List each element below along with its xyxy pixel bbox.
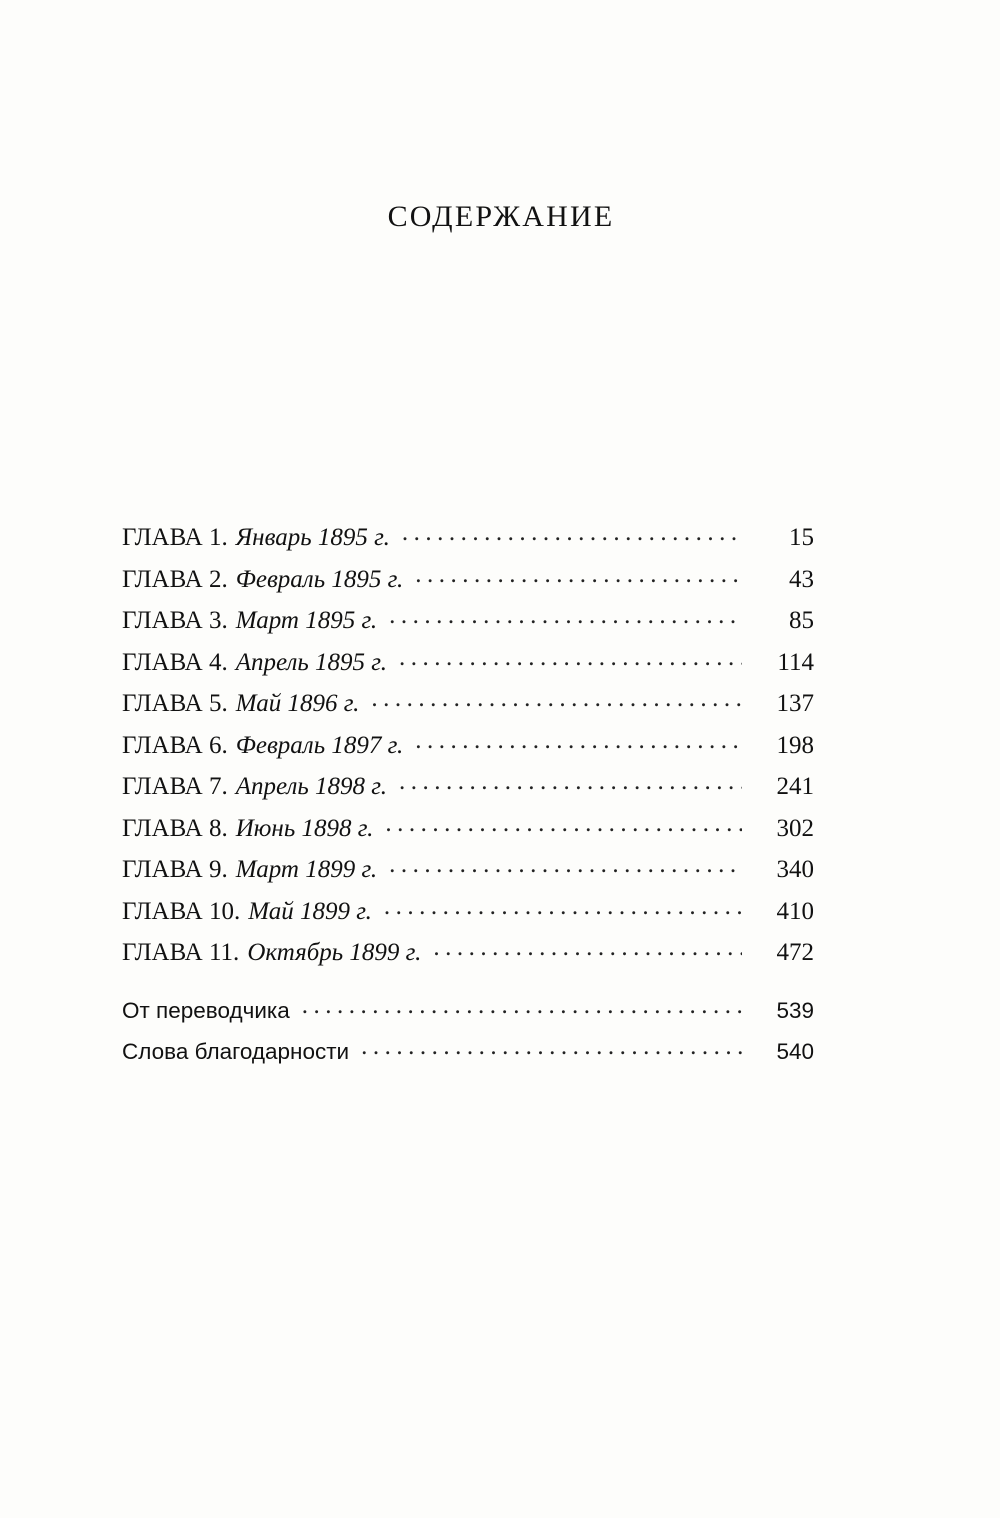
- dot-leader: [361, 1034, 742, 1059]
- toc-entry[interactable]: [122, 993, 814, 1034]
- toc-entry-label: [122, 1038, 350, 1064]
- toc-entry-label: [122, 997, 290, 1023]
- chapter-date-label: Май 1899 г.: [248, 897, 372, 925]
- toc-entry[interactable]: [122, 852, 814, 894]
- toc-page-number: 540: [776, 1038, 814, 1064]
- chapter-date-label: Март 1899 г.: [235, 856, 378, 883]
- dot-leader: [302, 993, 742, 1018]
- toc-page-number: 241: [776, 773, 814, 800]
- chapter-date-label: Апрель 1895 г.: [235, 648, 387, 676]
- table-of-contents: [122, 520, 814, 1075]
- toc-entry-label: [122, 525, 390, 550]
- chapter-number-label: ГЛАВА 10.: [122, 897, 241, 925]
- toc-entry-label: [122, 567, 403, 592]
- toc-entry-label: [122, 733, 403, 758]
- chapter-date-label: Июнь 1898 г.: [235, 814, 374, 842]
- toc-entry-label: [122, 857, 377, 882]
- chapter-entries-group: [122, 520, 814, 977]
- dot-leader: [385, 811, 742, 836]
- back-matter-label: От переводчика: [122, 997, 290, 1023]
- toc-entry-label: [122, 774, 387, 799]
- toc-page-number: 302: [776, 814, 814, 842]
- toc-page-number: 114: [777, 648, 814, 676]
- chapter-date-label: Январь 1895 г.: [235, 524, 390, 551]
- dot-leader: [433, 935, 742, 960]
- toc-entry[interactable]: [122, 645, 814, 687]
- toc-entry-label: [122, 650, 387, 675]
- toc-entry[interactable]: [122, 1034, 814, 1075]
- toc-page-number: 410: [776, 897, 814, 925]
- dot-leader: [415, 562, 742, 587]
- toc-page-number: 15: [789, 524, 814, 551]
- dot-leader: [371, 686, 742, 711]
- toc-page-number: 472: [776, 939, 814, 966]
- toc-entry-label: [122, 816, 373, 841]
- chapter-number-label: ГЛАВА 4.: [122, 648, 228, 676]
- toc-entry-label: [122, 691, 359, 716]
- chapter-number-label: ГЛАВА 5.: [122, 690, 228, 717]
- toc-page-number: 539: [776, 997, 814, 1023]
- toc-entry[interactable]: [122, 686, 814, 728]
- toc-entry[interactable]: [122, 562, 814, 604]
- chapter-number-label: ГЛАВА 2.: [122, 565, 228, 593]
- page-title: СОДЕРЖАНИЕ: [387, 200, 615, 233]
- chapter-number-label: ГЛАВА 11.: [122, 939, 240, 966]
- chapter-date-label: Март 1895 г.: [235, 607, 378, 634]
- chapter-number-label: ГЛАВА 6.: [122, 731, 228, 759]
- toc-page-number: 43: [789, 565, 814, 593]
- dot-leader: [389, 852, 742, 877]
- chapter-date-label: Февраль 1897 г.: [235, 731, 404, 759]
- chapter-date-label: Октябрь 1899 г.: [247, 939, 422, 966]
- dot-leader: [399, 769, 742, 794]
- dot-leader: [402, 520, 742, 545]
- toc-page-number: 198: [776, 731, 814, 759]
- toc-entry-label: [122, 899, 372, 924]
- toc-entry[interactable]: [122, 603, 814, 645]
- toc-entry[interactable]: [122, 811, 814, 853]
- toc-page-number: 340: [776, 856, 814, 883]
- back-matter-group: [122, 993, 814, 1075]
- chapter-number-label: ГЛАВА 8.: [122, 814, 228, 842]
- chapter-number-label: ГЛАВА 1.: [122, 524, 228, 551]
- chapter-number-label: ГЛАВА 3.: [122, 607, 228, 634]
- toc-entry[interactable]: [122, 769, 814, 811]
- chapter-date-label: Февраль 1895 г.: [235, 565, 404, 593]
- dot-leader: [399, 645, 742, 670]
- toc-entry[interactable]: [122, 894, 814, 936]
- toc-entry[interactable]: [122, 728, 814, 770]
- toc-entry-label: [122, 940, 421, 965]
- chapter-date-label: Май 1896 г.: [235, 690, 360, 717]
- chapter-number-label: ГЛАВА 7.: [122, 773, 228, 800]
- chapter-date-label: Апрель 1898 г.: [235, 773, 387, 800]
- toc-page-number: 85: [789, 607, 814, 634]
- dot-leader: [384, 894, 742, 919]
- chapter-number-label: ГЛАВА 9.: [122, 856, 228, 883]
- toc-page-number: 137: [776, 690, 814, 717]
- dot-leader: [415, 728, 742, 753]
- dot-leader: [389, 603, 742, 628]
- back-matter-label: Слова благодарности: [122, 1038, 350, 1064]
- toc-entry[interactable]: [122, 520, 814, 562]
- toc-entry-label: [122, 608, 377, 633]
- toc-entry[interactable]: [122, 935, 814, 977]
